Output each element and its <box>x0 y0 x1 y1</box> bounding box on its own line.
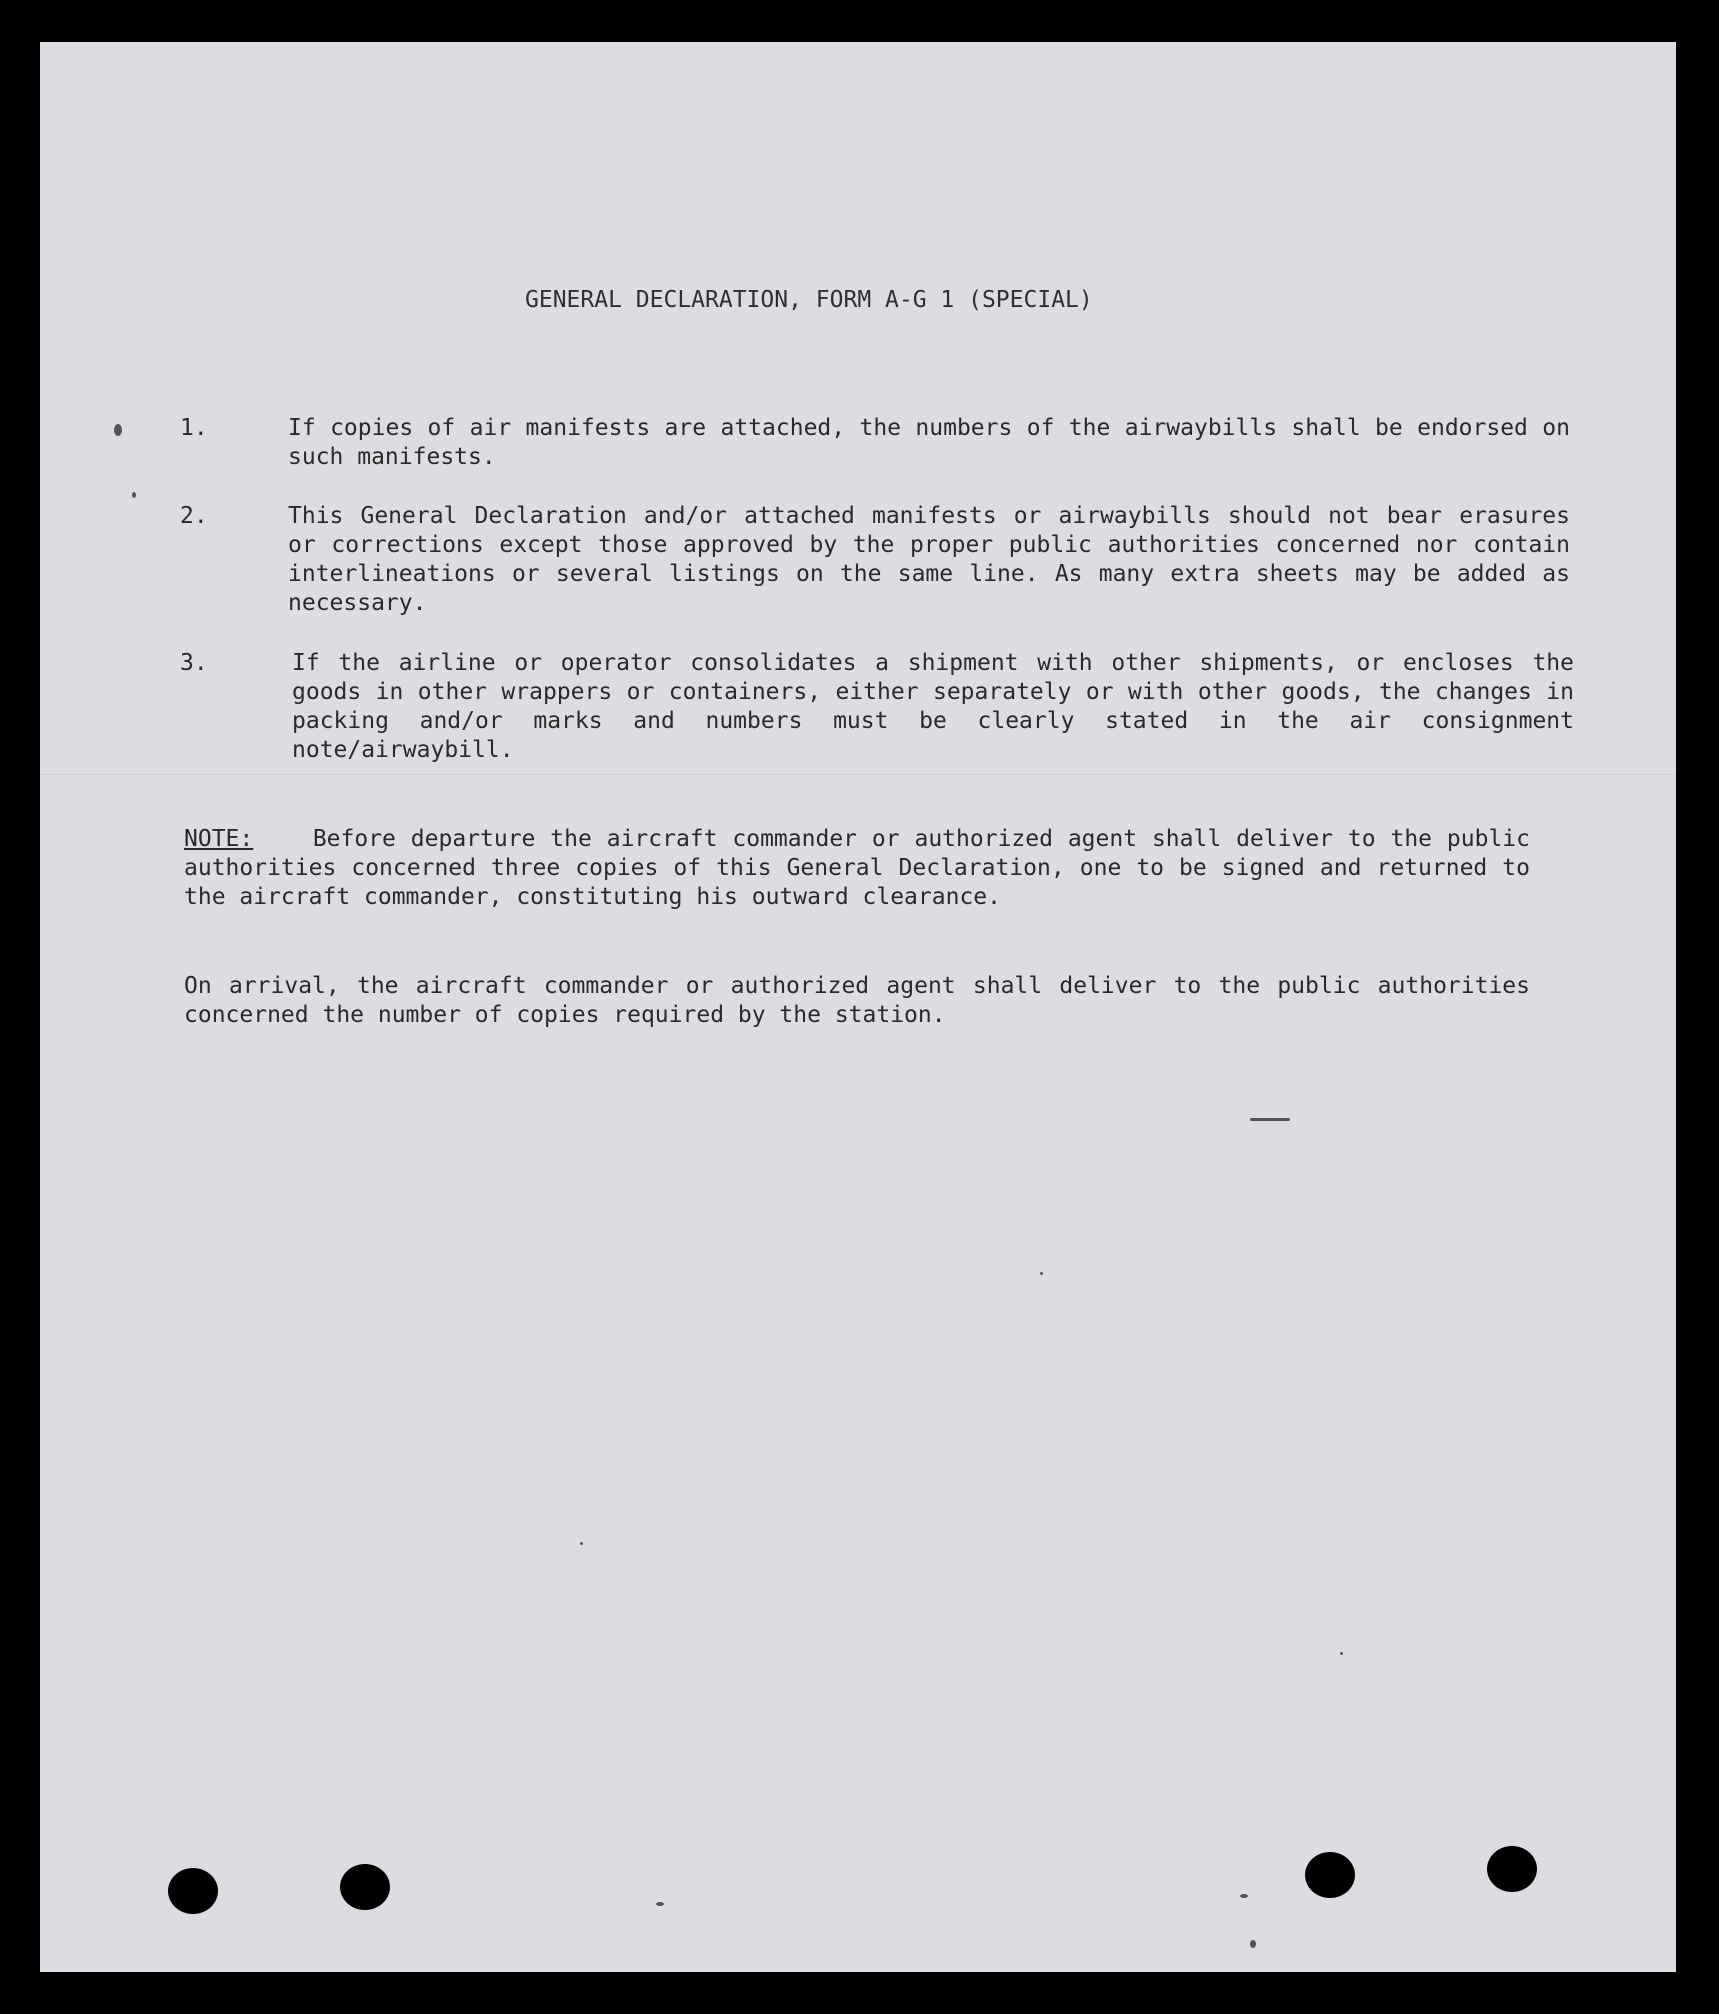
item-text: If the airline or operator consolidates a shipment with other shipments, or encloses the goods in other wrappers or containers, either separately or with other goods, the changes in packing and/or marks and numbers must be clearly stated in the air consignment note/airwaybill. <box>292 650 1574 763</box>
ink-smudge <box>1040 1272 1043 1275</box>
note-label: NOTE: <box>184 826 254 852</box>
arrival-paragraph <box>184 972 1530 1030</box>
arrival-text: On arrival, the aircraft commander or authorized agent shall deliver to the public authorities concerned the number of copies required by the station. <box>184 973 1530 1028</box>
item-number: 3. <box>180 650 208 676</box>
document-page <box>40 42 1676 1972</box>
ink-smudge <box>656 1902 664 1906</box>
ink-smudge <box>1340 1652 1343 1655</box>
ink-smudge <box>1250 1118 1290 1121</box>
ink-smudge <box>132 492 136 498</box>
punch-hole <box>340 1864 390 1910</box>
ink-smudge <box>1240 1894 1248 1898</box>
item-text: If copies of air manifests are attached, the numbers of the airwaybills shall be endorsed on such manifests. <box>288 415 1570 470</box>
ink-smudge <box>1250 1940 1256 1948</box>
document-title: GENERAL DECLARATION, FORM A-G 1 (SPECIAL) <box>525 287 1093 313</box>
punch-hole <box>1487 1846 1537 1892</box>
punch-hole <box>1305 1852 1355 1898</box>
ink-smudge <box>580 1542 583 1545</box>
item-number: 2. <box>180 503 208 529</box>
page-fold-line <box>40 774 1676 775</box>
note-paragraph <box>184 825 1530 912</box>
note-text: Before departure the aircraft commander or authorized agent shall deliver to the public authorities concerned three copies of this General Declaration, one to be signed and returned to the aircraft commander, constituting his outward clearance. <box>184 826 1530 910</box>
item-number: 1. <box>180 415 208 441</box>
ink-smudge <box>114 424 122 436</box>
item-text: This General Declaration and/or attached manifests or airwaybills should not bear erasures or corrections except those approved by the proper public authorities concerned nor contain interlineations or several listings on the same line. As many extra sheets may be added as necessary. <box>288 503 1570 616</box>
punch-hole <box>168 1868 218 1914</box>
